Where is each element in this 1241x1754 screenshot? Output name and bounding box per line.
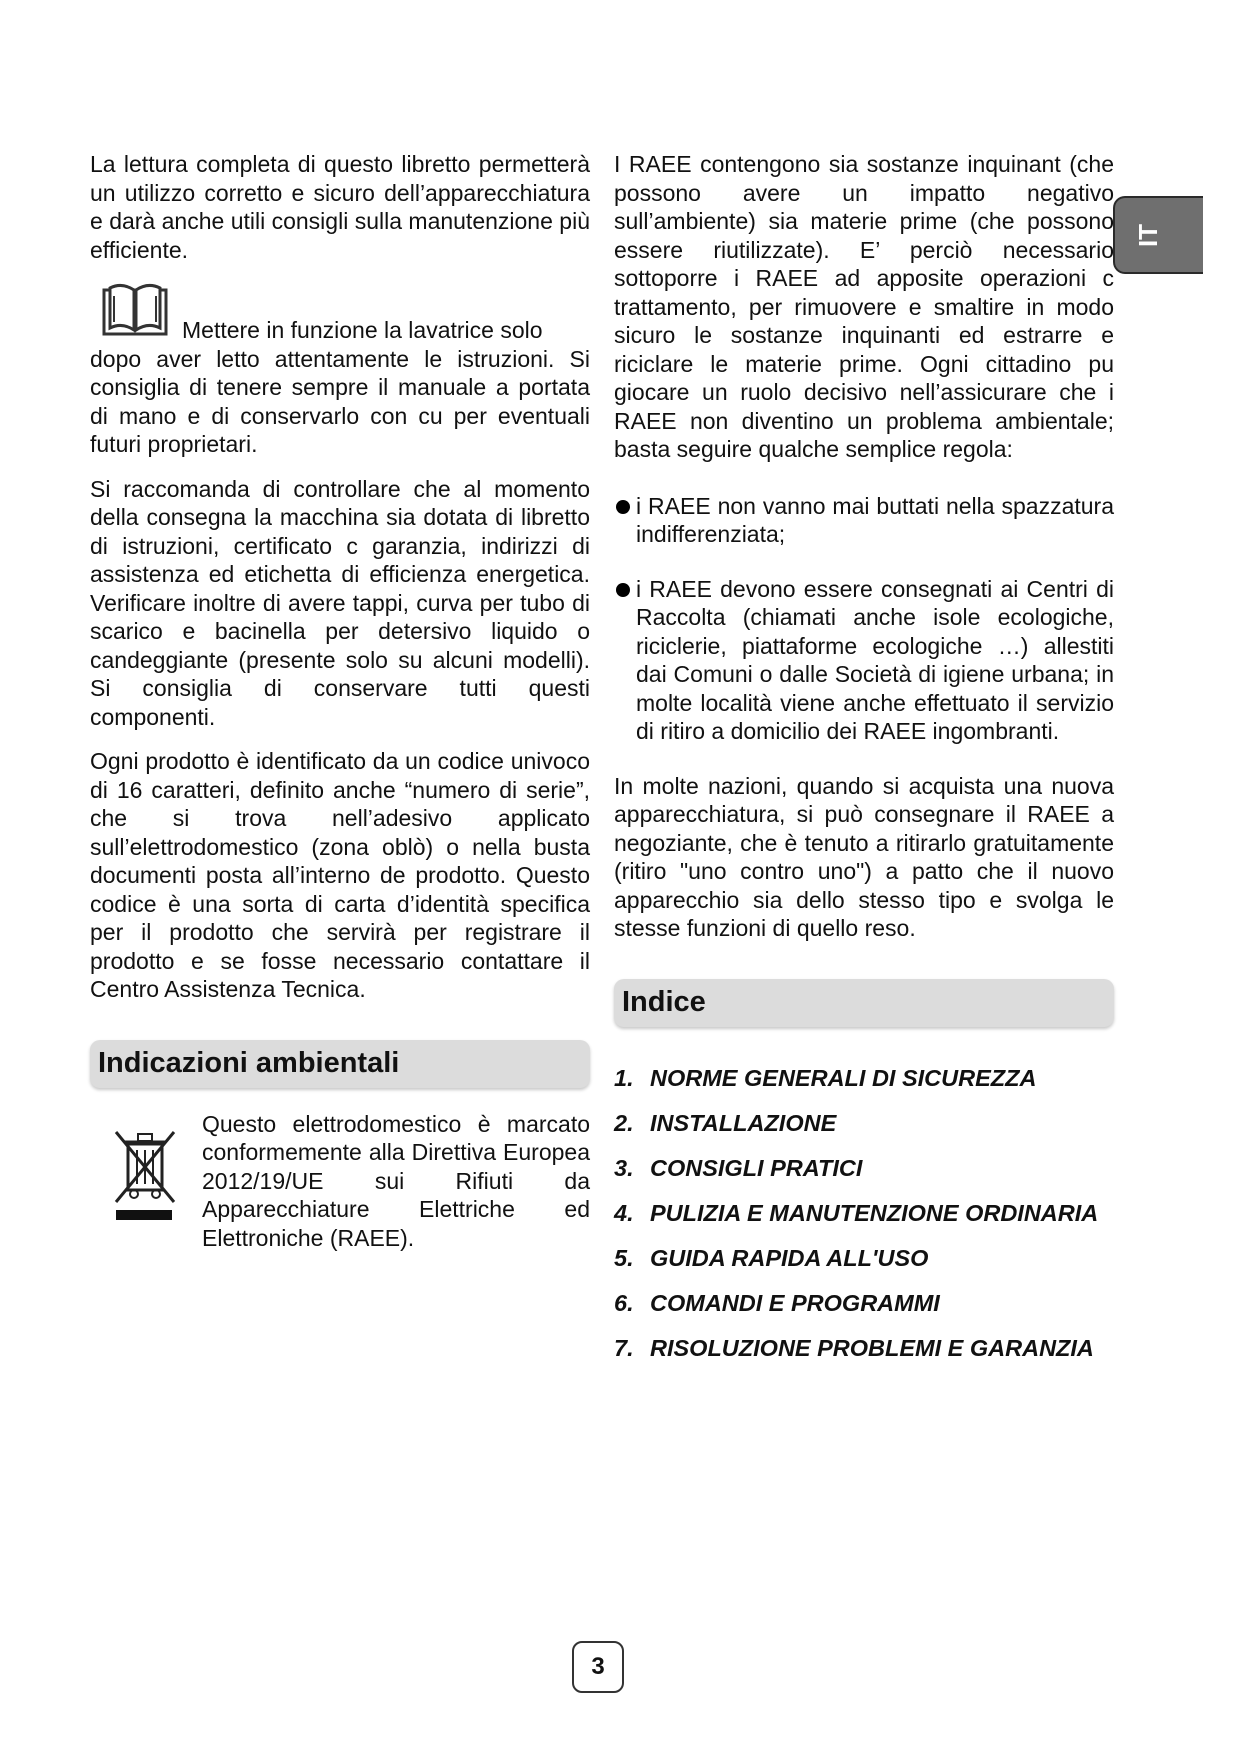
toc-entry[interactable] xyxy=(614,1155,1114,1200)
toc-entry[interactable] xyxy=(614,1065,1114,1110)
open-book-icon xyxy=(102,282,168,338)
toc-entry-label: RISOLUZIONE PROBLEMI E GARANZIA xyxy=(650,1334,1094,1361)
toc-entry-number: 4. xyxy=(614,1199,634,1226)
toc-entry-label: INSTALLAZIONE xyxy=(650,1109,837,1136)
weee-notice-text: Questo elettrodomestico è marcato conformemente alla Direttiva Europea 2012/19/UE sui Rifiuti da Apparecchiature Elettriche ed Elettroniche (RAEE). xyxy=(202,1110,590,1251)
toc-entry-label: GUIDA RAPIDA ALL'USO xyxy=(650,1244,929,1271)
raee-rule-text: i RAEE non vanno mai buttati nella spazzatura indifferenziata; xyxy=(636,492,1114,547)
crossed-bin-icon xyxy=(110,1124,180,1224)
retailer-return-paragraph: In molte nazioni, quando si acquista una nuova apparecchiatura, si può consegnare il RAEE a negoziante, che è tenuto a ritirarlo gratuitamente (ritiro "uno contro uno") a patto che il nuovo apparecchio sia dello stesso tipo e svolga le stesse funzioni di quello reso. xyxy=(614,772,1114,941)
environment-section-heading: Indicazioni ambientali xyxy=(90,1040,590,1088)
delivery-check-paragraph: Si raccomanda di controllare che al momento della consegna la macchina sia dotata di libretto di istruzioni, certificato c garanzia, indirizzi di assistenza ed etichetta di efficienza energetica. Verificare inoltre di avere tappi, curva per tubo di scarico e bacinella per detersivo liquido o candeggiante (presente solo su alcuni modelli). Si consiglia di conservare tutti questi componenti. xyxy=(90,475,590,730)
intro-paragraph: La lettura completa di questo libretto permetterà un utilizzo corretto e sicuro dell’apparecchiatura e darà anche utili consigli sulla manutenzione più efficiente. xyxy=(90,151,590,263)
toc-entry[interactable] xyxy=(614,1200,1114,1245)
toc-entry-number: 5. xyxy=(614,1244,634,1271)
weee-notice xyxy=(90,1110,590,1253)
language-tab-label: IT xyxy=(1133,223,1164,248)
toc-entry-label: COMANDI E PROGRAMMI xyxy=(650,1289,940,1316)
toc-entry-number: 1. xyxy=(614,1064,634,1091)
toc-entry-number: 3. xyxy=(614,1154,634,1181)
toc-entry-number: 2. xyxy=(614,1109,634,1136)
index-section-heading: Indice xyxy=(614,979,1114,1027)
bullet-dot-icon xyxy=(616,583,630,597)
toc-entry-label: PULIZIA E MANUTENZIONE ORDINARIA xyxy=(650,1199,1099,1226)
language-tab[interactable] xyxy=(1113,196,1203,274)
manual-notice xyxy=(90,280,590,459)
table-of-contents xyxy=(614,1065,1114,1380)
toc-entry[interactable] xyxy=(614,1290,1114,1335)
manual-notice-first-line: Mettere in funzione la lavatrice solo xyxy=(182,317,543,343)
toc-entry-label: CONSIGLI PRATICI xyxy=(650,1154,863,1181)
raee-rule-text: i RAEE devono essere consegnati ai Centri di Raccolta (chiamati anche isole ecologiche, riciclerie, piattaforme ecologiche …) allestiti dai Comuni o dalle Società di igiene urbana; in molte località viene anche effettuato il servizio di ritiro a domicilio dei RAEE ingombranti. xyxy=(636,575,1114,744)
serial-number-paragraph: Ogni prodotto è identificato da un codice univoco di 16 caratteri, definito anche “numero di serie”, che si trova nell’adesivo applicato sull’elettrodomestico (zona oblò) o nella busta documenti posta all’interno de prodotto. Questo codice è una sorta di carta d’identità specifica per il prodotto che servirà per registrare il prodotto e se fosse necessario contattare il Centro Assistenza Tecnica. xyxy=(90,748,590,1002)
right-column xyxy=(614,150,1114,1380)
toc-entry[interactable] xyxy=(614,1335,1114,1380)
toc-entry-number: 7. xyxy=(614,1334,634,1361)
toc-entry[interactable] xyxy=(614,1110,1114,1155)
manual-notice-rest: dopo aver letto attentamente le istruzioni. Si consiglia di tenere sempre il manuale a portata di mano e di conservarlo con cu per eventuali futuri proprietari. xyxy=(90,345,590,457)
toc-entry-number: 6. xyxy=(614,1289,634,1316)
page-number: 3 xyxy=(572,1641,624,1693)
raee-rule-item xyxy=(614,575,1114,746)
toc-entry-label: NORME GENERALI DI SICUREZZA xyxy=(650,1064,1037,1091)
raee-intro-paragraph: I RAEE contengono sia sostanze inquinant (che possono avere un impatto negativo sull’ambiente) sia materie prime (che possono essere riutilizzate). E’ perciò necessario sottoporre i RAEE ad apposite operazioni c trattamento, per rimuovere e smaltire in modo sicuro le sostanze inquinanti ed estrarre e riciclare le materie prime. Ogni cittadino pu giocare un ruolo decisivo nell’assicurare che i RAEE non diventino un problema ambientale; basta seguire qualche semplice regola: xyxy=(614,151,1114,462)
toc-entry[interactable] xyxy=(614,1245,1114,1290)
left-column xyxy=(90,150,590,1252)
raee-rule-item xyxy=(614,492,1114,549)
bullet-dot-icon xyxy=(616,500,630,514)
